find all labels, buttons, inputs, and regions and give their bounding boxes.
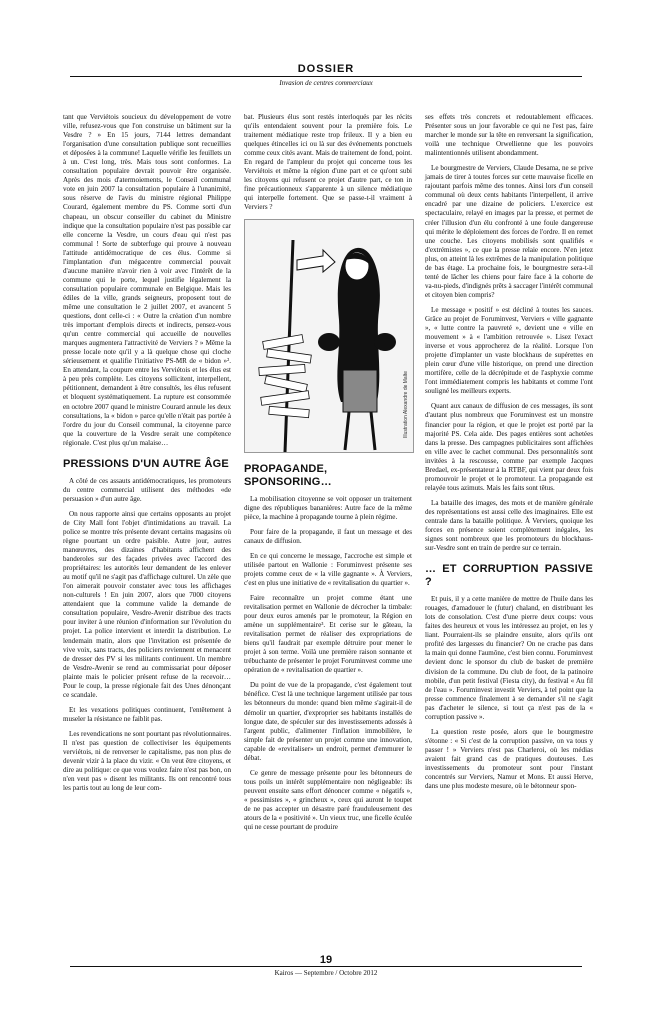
paragraph: La bataille des images, des mots et de manière générale des représentations est aussi celle des imaginaires. Elle est centrale dans la bataille politique. À Verviers, quoique les forces en présence soient complètement inégales, les signes sont nombreux que les promoteurs du blockhaus-sur-Vesdre sont en train de perdre sur ce terrain. (425, 498, 593, 553)
paragraph: Le message « positif » est décliné à toutes les sauces. Grâce au projet de Foruminvest, Verviers « ville gagnante », « lutte contre la pauvreté », devient une « ville en mouvement » à « l'ambition retrouvée ». Lisez l'exact inverse et vous approcherez de la réalité. Lorsque l'on projette d'implanter un vaste blockhaus de supérettes en plein cœur d'une ville historique, on prend une direction mortifère, celle de la décrépitude et de l'asphyxie comme l'ont immédiatement compris les habitants et comme l'ont souligné les meilleurs experts. (425, 305, 593, 396)
paragraph: bat. Plusieurs élus sont restés interloqués par les récits qu'ils entendaient souvent pour la première fois. Le traitement médiatique reste trop frileux. Il y a bien eu quelques étincelles ici ou là sur des événements ponctuels comme ceux cités avant. Mais de traitement de fond, point. En regard de l'ampleur du projet qui concerne tous les Verviétois et même la région d'une part et ce qu'ont subi les citoyens qui refusent ce projet d'autre part, ce ton in fine précautionneux s'apparente à un silence médiatique qui interpelle fortement. Que se passe-t-il vraiment à Verviers ? (244, 113, 412, 212)
paragraph: On nous rapporte ainsi que certains opposants au projet de City Mall font l'objet d'intimidations au travail. La police se montre très présente devant certains magasins où règne pourtant un ordre paisible. Autre jour, autres manœuvres, des dizaines d'habitants affichent des banderoles sur des façades privées avec l'accord des propriétaires: les autorités leur demandent de les enlever au motif qu'il ne s'agit pas d'affichage culturel. Un zèle que l'on aimerait pouvoir constater avec tous les affichages non-culturels ! En juin 2007, alors que 7000 citoyens attendaient que la commune valide la demande de consultation populaire, Vesdre-Avenir distribue des tracts pour inviter à une réunion d'information sur l'évolution du projet. La police intervient et interdit la distribution. Le lendemain matin, alors que l'invitation est présentée de vive voix, sans tracts, des policiers reviennent et menacent de dresser des PV si les militants continuent. Un membre de Vesdre-Avenir se rend au commissariat pour déposer plainte mais le policier présent refuse de la recevoir… Pour le coup, la presse régionale fait des Unes dénonçant ce scandale. (63, 509, 231, 699)
paragraph: Pour faire de la propagande, il faut un message et des canaux de diffusion. (244, 527, 412, 545)
header-rule (70, 76, 582, 77)
footer-issue: Kairos — Septembre / Octobre 2012 (274, 969, 378, 977)
paragraph: Quant aux canaux de diffusion de ces messages, ils sont d'autant plus nombreux que Foruminvest est un monstre financier pour la région, et que le projet est porté par la majorité PS. Cela aide. Des pages entières sont achetées dans la presse. Des campagnes publicitaires sont affichées en ville avec le cachet communal. Des personnalités sont invitées à la rescousse, comme par exemple Jacques Bredael, ex-présentateur à la RTBF, qui vient par deux fois promouvoir le projet et le promoteur. La propagande est relayée tous azimuts. Mais les faits sont têtus. (425, 402, 593, 492)
paragraph: tant que Verviétois soucieux du développement de votre ville, refusez-vous que l'on construise un bâtiment sur la Vesdre ? » En 15 jours, 7144 lettres demandant l'organisation d'une consultation publique sont recueillies et déposées à la commune! Laquelle vérifie les feuillets un à un. C'est long, très. Mais tous sont conformes. La consultation populaire devrait pouvoir être organisée. Après des mois d'atermoiements, le Conseil communal vote en juin 2007 la consultation populaire à l'unanimité, sous réserve de l'avis du ministre régional Philippe Courard, également membre du PS. Comme sorti d'un chapeau, un obscur conseiller du cabinet du Ministre indique que la consultation populaire n'est pas possible car elle concerne la Vesdre, un cours d'eau qui n'est pas communal ! Sorte de subterfuge qui prouve à nouveau l'attitude antidémocratique de ces élus. Comme si l'implantation d'un mégacentre commercial pouvait d'aucune manière n'avoir rien à voir avec l'intérêt de la commune qui le porte, lequel justifie légalement la consultation populaire communale en Belgique. Mais les édiles de la ville, grands seigneurs, proposent tout de même une consultation le 2 juillet 2007, et avancent 5 questions, dont celle-ci : « Outre la création d'un nombre très important d'emplois directs et indirects, pensez-vous qu'un centre commercial qui accueille de nouvelles marques augmentera l'attractivité de Verviers ? » Même la presse locale note qu'il y a là quelque chose qui cloche sérieusement et qualifie l'initiative PS-MR de « bidon »². En attendant, la coupure entre les Verviétois et les élus est à peu près complète. Les citoyens sollicitent, interpellent, pétitionnent, demandent à être consultés, les élus refusent et bloquent systématiquement. La rupture est consommée en octobre 2007 quand le ministre Courard annule les deux consultations, la « bidon » parce qu'elle n'était pas portée à l'ordre du jour du Conseil communal, la citoyenne parce que la couverture de la Vesdre serait une compétence régionale. C'est plus qu'un malaise… (63, 113, 231, 447)
illustration-drawing (245, 220, 413, 452)
column-3 (425, 113, 593, 797)
paragraph: La question reste posée, alors que le bourgmestre s'étonne : « Si c'est de la corruption passive, on va tous y passer ! » Verviers n'est pas Charleroi, où les médias avaient fait grand cas de pratiques douteuses. Les investissements du promoteur sont pour l'instant concentrés sur Verviers, Namur et Mons. Et aussi Herve, dans une plus modeste mesure, où le bétonneur spon- (425, 727, 593, 791)
section-subtitle: Invasion de centres commerciaux (279, 79, 373, 87)
illustration-credit: Illustration Alexandre de Malte (402, 370, 409, 438)
paragraph: Faire reconnaître un projet comme étant une revitalisation permet en Wallonie de décrocher la timbale: pour deux euros amenés par le promoteur, la Région en amène un supplémentaire³. Et cerise sur le gâteau, la revitalisation permet de réaliser des expropriations de biens qu'il faudrait par exemple détruire pour mener le projet à son terme. Voilà une première raison sonnante et trébuchante de présenter le projet Foruminvest comme une opération de « revitalisation de quartier ». (244, 593, 412, 675)
paragraph: Les revendications ne sont pourtant pas révolutionnaires. Il n'est pas question de collectiviser les équipements verviétois, ni de renverser le capitalisme, pas non plus de devenir vizir à la place du vizir. « On veut être citoyens, et dire au politique: ce que vous voulez faire n'est pas bon, on n'en veut pas » disent les militants. Ils ont rencontré tous les partis tout au long de leur com- (63, 729, 231, 793)
paragraph: A côté de ces assauts antidémocratiques, les promoteurs du centre commercial utilisent des méthodes «de persuasion » d'un autre âge. (63, 476, 231, 503)
subheading: PROPAGANDE, SPONSORING… (244, 462, 332, 488)
section-title: DOSSIER (297, 63, 355, 75)
paragraph: Le bourgmestre de Verviers, Claude Desama, ne se prive jamais de tirer à toutes forces sur cette mauvaise ficelle en rajoutant parfois même des tonnes. Ainsi lors d'un conseil communal où deux cents habitants l'interpellent, il arrive encadré par une dizaine de policiers. L'exercice est spectaculaire, relayé en images par la presse, et permet de créer l'illusion d'un élu confronté à une foule dangereuse qui mérite le déploiement des forces de l'ordre. Il en remet une couche. Les citoyens mobilisés sont qualifiés « d'extrémistes », ce que la presse relaie encore. N'en jetez plus, on atteint là les extrêmes de la manipulation politique de bas étage. La prochaine fois, le bourgmestre sera-t-il tenté de lâcher les chiens pour faire face à la cohorte de va-nu-pieds, d'indignés prêts à saccager l'intérêt communal et citoyen bien compris? (425, 164, 593, 299)
paragraph: Et les vexations politiques continuent, l'entêtement à museler la résistance ne faiblit pas. (63, 705, 231, 723)
illustration (244, 219, 414, 453)
paragraph: Et puis, il y a cette manière de mettre de l'huile dans les rouages, d'amadouer le (futur) chaland, en distribuant les lots de consolation. C'est d'une pierre deux coups: vous faites des heureux et vous les intéressez au projet, en les y liant. Pourraient-ils se plaindre ensuite, alors qu'ils ont profité des largesses du financier? On ne crache pas dans la main qui donne l'aumône, c'est bien connu. Foruminvest devient donc le sponsor du club de basket de première division de la commune. Du club de foot, de la patinoire mobile, d'un petit festival (Fiesta city), du festival « Au fil de l'eau ». Foruminvest investit Verviers, à tel point que la presse commence finalement à se demander s'il ne s'agit pas d'acheter le silence, si tout ça n'est pas de la « corruption passive ». (425, 595, 593, 721)
subheading: … ET CORRUPTION PASSIVE ? (425, 563, 593, 589)
page-number: 19 (319, 954, 333, 966)
column-2 (244, 113, 412, 838)
subheading: PRESSIONS D'UN AUTRE ÂGE (63, 457, 229, 470)
footer-rule (70, 966, 582, 967)
paragraph: Du point de vue de la propagande, c'est également tout bénéfice. C'est là une technique largement utilisée par tous les bétonneurs du monde: quand bien même s'agirait-il de démolir un quartier, d'exproprier ses habitants installés de longue date, de spéculer sur des investissements adossés à l'argent public, d'alimenter l'inflation immobilière, le simple fait de présenter un projet comme une innovation, capable de «revitaliser» un endroit, permet d'emmurer le débat. (244, 681, 412, 762)
paragraph: La mobilisation citoyenne se voit opposer un traitement digne des républiques bananières: Autre face de la même pièce, la machine à propagande tourne à plein régime. (244, 494, 412, 521)
column-1 (63, 113, 231, 799)
paragraph: ses effets très concrets et redoutablement efficaces. Présenter sous un jour favorable ce qui ne l'est pas, faire marcher le monde sur la tête en renversant la signification, voilà une technique Orwellienne que les pouvoirs malintentionnés utilisent abondamment. (425, 113, 593, 158)
paragraph: Ce genre de message présente pour les bétonneurs de tous poils un intérêt supplémentaire non négligeable: ils peuvent ensuite sans effort dénoncer comme « négatifs », « pessimistes », « grincheux », ceux qui auront le toupet de ne pas accepter un désastre paré frauduleusement des atours de la « positivité ». Un vieux truc, une ficelle éculée qui ne cesse pourtant de produire (244, 768, 412, 832)
paragraph: En ce qui concerne le message, l'accroche est simple et utilisée partout en Wallonie : Foruminvest présente ses projets comme ceux de « la ville gagnante ». À Verviers, c'est en plus une initiative de « revitalisation du quartier ». (244, 551, 412, 587)
